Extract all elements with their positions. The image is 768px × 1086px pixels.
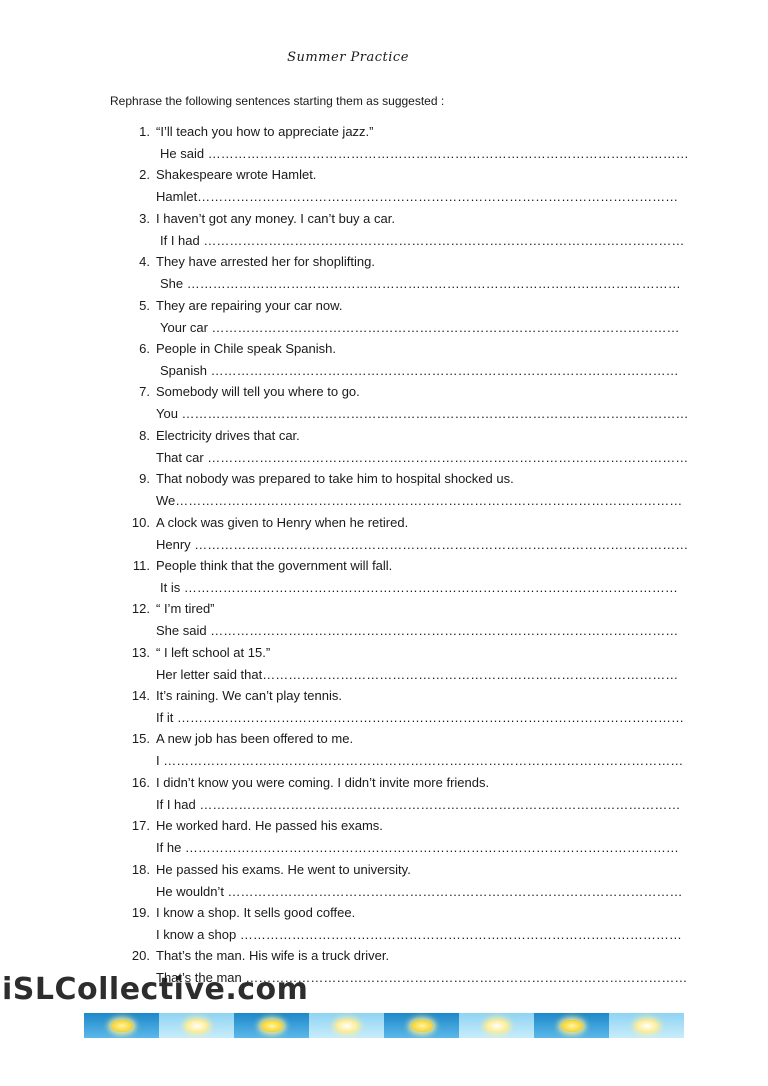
item-number: 1. bbox=[139, 124, 150, 139]
item-number: 15. bbox=[131, 731, 150, 747]
item-sentence: Somebody will tell you where to go. bbox=[156, 384, 360, 400]
sun-icon bbox=[186, 1020, 208, 1032]
item-sentence: I haven’t got any money. I can’t buy a car. bbox=[156, 210, 395, 226]
item-sentence: He passed his exams. He went to university. bbox=[156, 861, 411, 877]
answer-line: He wouldn’t …………………………………………………………………………………………… bbox=[156, 883, 683, 899]
exercise-item bbox=[0, 775, 768, 818]
item-sentence: I know a shop. It sells good coffee. bbox=[156, 905, 356, 921]
answer-line: We……………………………………………………………………………………………………… bbox=[156, 493, 683, 509]
item-sentence: “I’ll teach you how to appreciate jazz.” bbox=[156, 124, 374, 139]
item-number: 5. bbox=[139, 297, 150, 313]
answer-line: You ……………………………………………………………………………………………………… bbox=[156, 406, 689, 422]
item-number: 10. bbox=[131, 514, 150, 530]
exercise-item bbox=[0, 298, 768, 341]
item-sentence: “ I left school at 15.” bbox=[156, 644, 271, 660]
answer-line: She …………………………………………………………………………………………………… bbox=[160, 276, 681, 292]
answer-line: Spanish ……………………………………………………………………………………………… bbox=[160, 362, 679, 378]
answer-line: He said ………………………………………………………………………………………………… bbox=[160, 146, 689, 161]
answer-line: She said ……………………………………………………………………………………………… bbox=[156, 623, 679, 639]
sun-icon bbox=[561, 1020, 583, 1032]
exercise-item bbox=[0, 211, 768, 254]
item-sentence: He worked hard. He passed his exams. bbox=[156, 818, 383, 834]
answer-line: I ………………………………………………………………………………………………………… bbox=[156, 753, 684, 769]
exercise-item bbox=[0, 384, 768, 427]
sun-icon bbox=[486, 1020, 508, 1032]
item-number: 3. bbox=[139, 210, 150, 226]
answer-line: Hamlet………………………………………………………………………………………………… bbox=[156, 189, 679, 205]
instructions: Rephrase the following sentences starting them as suggested : bbox=[110, 94, 445, 108]
banner-tile bbox=[459, 1013, 534, 1038]
answer-line: That car ………………………………………………………………………………………………… bbox=[156, 449, 689, 465]
page-title: Summer Practice bbox=[287, 50, 409, 65]
item-sentence: People think that the government will fall. bbox=[156, 557, 393, 573]
answer-line: I know a shop ………………………………………………………………………………………… bbox=[156, 927, 682, 943]
exercise-item bbox=[0, 471, 768, 514]
item-number: 14. bbox=[131, 688, 150, 704]
sun-icon bbox=[261, 1020, 283, 1032]
banner-tile bbox=[384, 1013, 459, 1038]
item-number: 20. bbox=[131, 948, 150, 964]
banner-tile bbox=[234, 1013, 309, 1038]
item-number: 4. bbox=[139, 254, 150, 270]
item-number: 18. bbox=[131, 861, 150, 877]
exercise-item bbox=[0, 731, 768, 774]
item-sentence: People in Chile speak Spanish. bbox=[156, 340, 336, 356]
answer-line: If he …………………………………………………………………………………………………… bbox=[156, 840, 679, 856]
exercise-item bbox=[0, 645, 768, 688]
sun-icon bbox=[411, 1020, 433, 1032]
sun-icon bbox=[336, 1020, 358, 1032]
sun-icon bbox=[111, 1020, 133, 1032]
banner-tile bbox=[609, 1013, 684, 1038]
exercise-item bbox=[0, 862, 768, 905]
item-number: 16. bbox=[131, 774, 150, 790]
item-number: 6. bbox=[139, 340, 150, 356]
answer-line: If it ……………………………………………………………………………………………………… bbox=[156, 710, 684, 726]
exercise-item bbox=[0, 688, 768, 731]
answer-line: Henry …………………………………………………………………………………………………… bbox=[156, 536, 689, 552]
item-sentence: “ I’m tired” bbox=[156, 601, 215, 617]
banner-tile bbox=[84, 1013, 159, 1038]
exercise-list bbox=[0, 124, 768, 992]
exercise-item bbox=[0, 601, 768, 644]
banner-tile bbox=[534, 1013, 609, 1038]
answer-line: Her letter said that…………………………………………………………………………………… bbox=[156, 666, 679, 682]
exercise-item bbox=[0, 818, 768, 861]
sun-banner bbox=[84, 1013, 684, 1038]
answer-line: If I had ………………………………………………………………………………………………… bbox=[160, 232, 685, 248]
item-sentence: I didn’t know you were coming. I didn’t invite more friends. bbox=[156, 774, 490, 790]
item-number: 11. bbox=[132, 557, 150, 573]
exercise-item bbox=[0, 428, 768, 471]
item-sentence: That’s the man. His wife is a truck driver. bbox=[156, 948, 390, 964]
exercise-item bbox=[0, 558, 768, 601]
item-sentence: Shakespeare wrote Hamlet. bbox=[156, 167, 317, 183]
item-number: 12. bbox=[131, 601, 150, 617]
answer-line: If I had ………………………………………………………………………………………………… bbox=[156, 796, 681, 812]
item-sentence: They have arrested her for shoplifting. bbox=[156, 254, 375, 270]
item-sentence: They are repairing your car now. bbox=[156, 297, 343, 313]
exercise-item bbox=[0, 167, 768, 210]
answer-line: That’s the man ………………………………………………………………………………………… bbox=[156, 970, 688, 986]
item-sentence: It’s raining. We can’t play tennis. bbox=[156, 688, 342, 704]
item-number: 17. bbox=[131, 818, 150, 834]
banner-tile bbox=[159, 1013, 234, 1038]
sun-icon bbox=[636, 1020, 658, 1032]
item-number: 9. bbox=[139, 471, 150, 487]
item-sentence: That nobody was prepared to take him to hospital shocked us. bbox=[156, 471, 514, 487]
answer-line: Your car ……………………………………………………………………………………………… bbox=[160, 319, 680, 335]
item-number: 19. bbox=[131, 905, 150, 921]
item-number: 13. bbox=[131, 644, 150, 660]
watermark-logo: iSLCollective.com bbox=[2, 972, 309, 1007]
exercise-item bbox=[0, 124, 768, 167]
banner-tile bbox=[309, 1013, 384, 1038]
exercise-item bbox=[0, 515, 768, 558]
item-number: 7. bbox=[139, 384, 150, 400]
exercise-item bbox=[0, 905, 768, 948]
item-sentence: A clock was given to Henry when he retired. bbox=[156, 514, 409, 530]
item-sentence: Electricity drives that car. bbox=[156, 427, 300, 443]
item-sentence: A new job has been offered to me. bbox=[156, 731, 354, 747]
answer-line: It is …………………………………………………………………………………………………… bbox=[160, 579, 678, 595]
item-number: 2. bbox=[139, 167, 150, 183]
item-number: 8. bbox=[139, 427, 150, 443]
exercise-item bbox=[0, 341, 768, 384]
exercise-item bbox=[0, 254, 768, 297]
